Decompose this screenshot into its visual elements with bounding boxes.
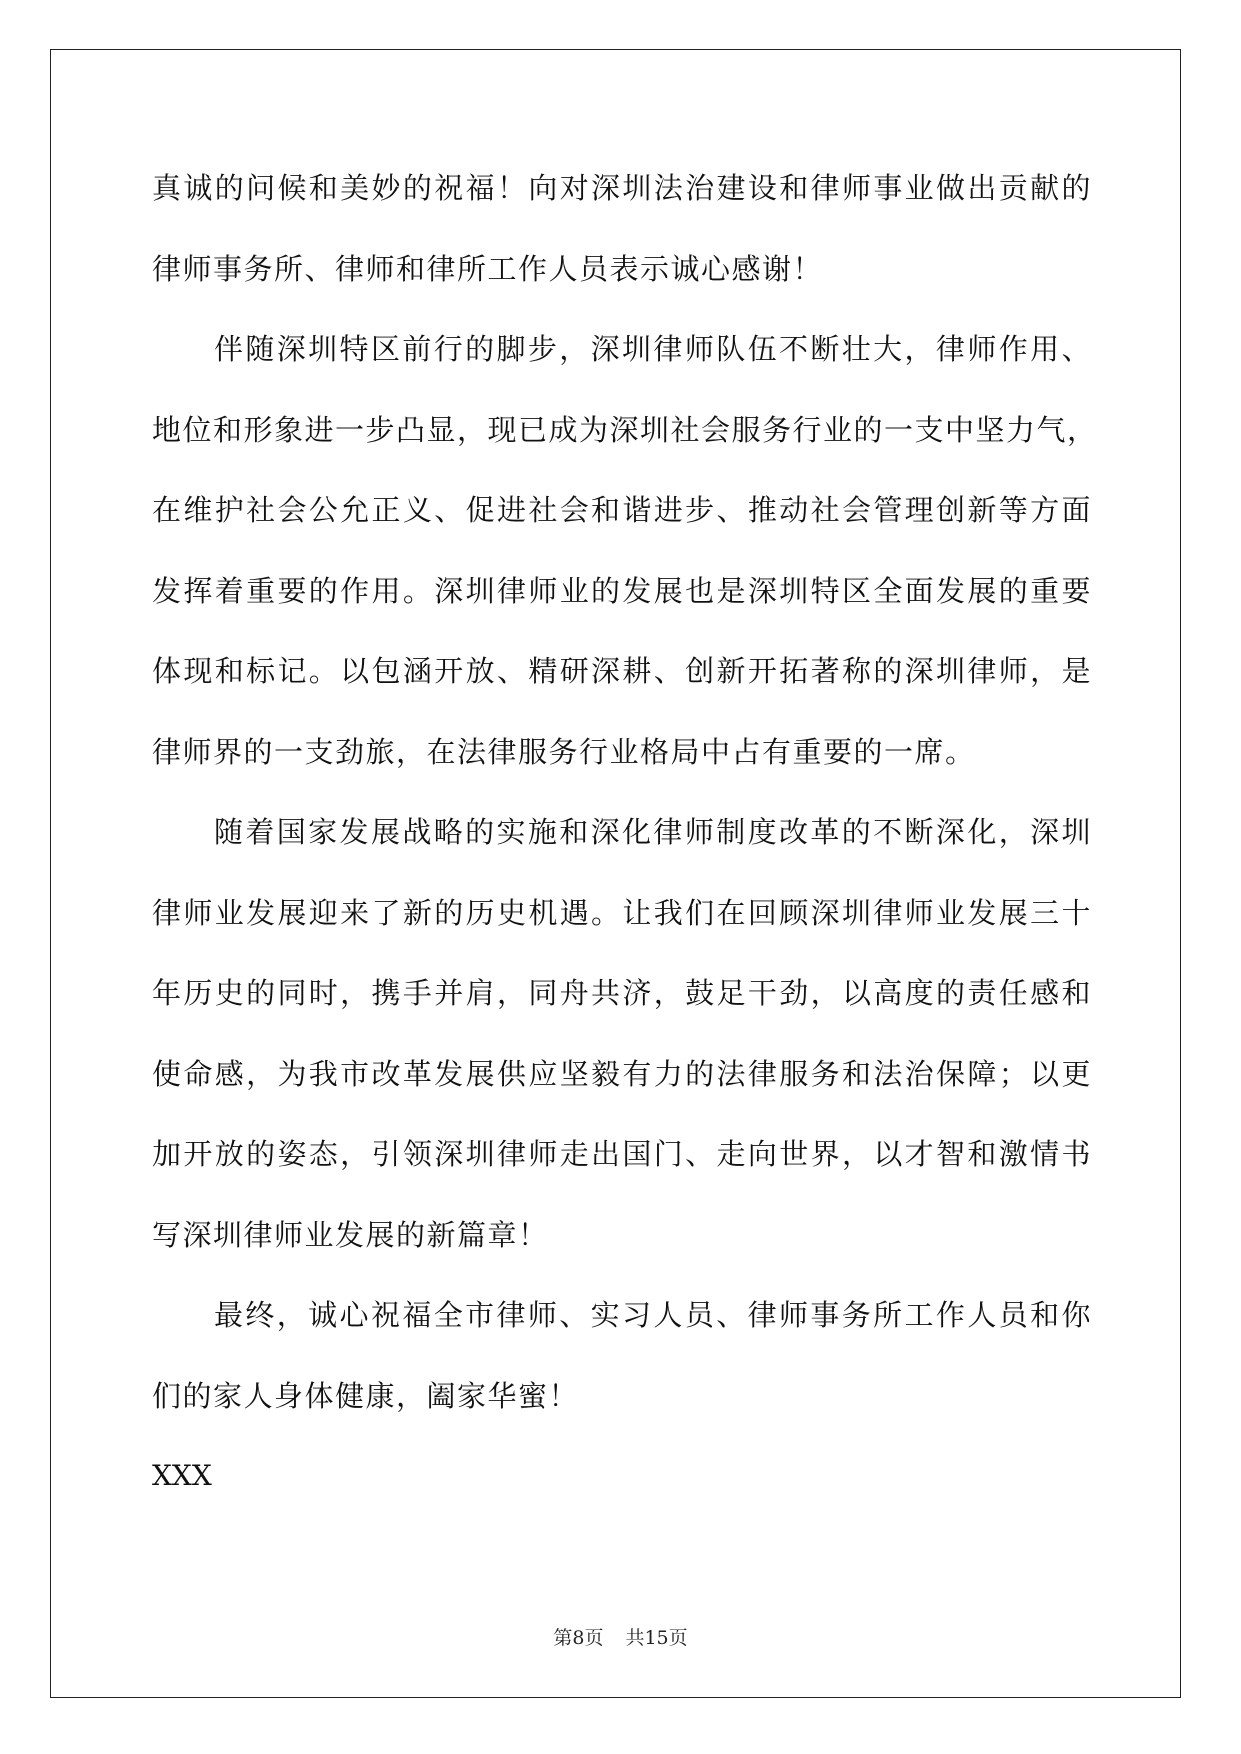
text-line: 体现和标记。以包涵开放、精研深耕、创新开拓著称的深圳律师，是 <box>152 654 1092 688</box>
text-line: 发挥着重要的作用。深圳律师业的发展也是深圳特区全面发展的重要 <box>152 573 1092 608</box>
text-line: 真诚的问候和美妙的祝福！向对深圳法治建设和律师事业做出贡献的 <box>152 171 1092 205</box>
text-line: 写深圳律师业发展的新篇章！ <box>152 1217 549 1252</box>
paragraph-start-line: 伴随深圳特区前行的脚步，深圳律师队伍不断壮大，律师作用、 <box>214 332 1092 366</box>
text-line: 律师事务所、律师和律所工作人员表示诚心感谢！ <box>152 251 824 286</box>
text-line: 律师业发展迎来了新的历史机遇。让我们在回顾深圳律师业发展三十 <box>152 895 1092 930</box>
text-line: 在维护社会公允正义、促进社会和谐进步、推动社会管理创新等方面 <box>152 493 1092 527</box>
text-line: 律师界的一支劲旅，在法律服务行业格局中占有重要的一席。 <box>152 734 976 769</box>
page-number: 第8页 <box>553 1627 604 1649</box>
page-total: 共15页 <box>625 1627 688 1649</box>
signature: XXX <box>152 1459 212 1492</box>
text-line: 年历史的同时，携手并肩，同舟共济，鼓足干劲，以高度的责任感和 <box>152 976 1092 1010</box>
text-line: 地位和形象进一步凸显，现已成为深圳社会服务行业的一支中坚力气， <box>152 412 1098 447</box>
text-line: 使命感，为我市改革发展供应坚毅有力的法律服务和法治保障；以更 <box>152 1056 1092 1091</box>
letter-body <box>152 158 1098 1527</box>
page-footer <box>0 1623 1241 1650</box>
text-line: 们的家人身体健康，阖家华蜜！ <box>152 1378 580 1413</box>
paragraph-start-line: 随着国家发展战略的实施和深化律师制度改革的不断深化，深圳 <box>214 815 1092 849</box>
paragraph-start-line: 最终，诚心祝福全市律师、实习人员、律师事务所工作人员和你 <box>214 1298 1092 1332</box>
text-line: 加开放的姿态，引领深圳律师走出国门、走向世界，以才智和激情书 <box>152 1137 1092 1171</box>
